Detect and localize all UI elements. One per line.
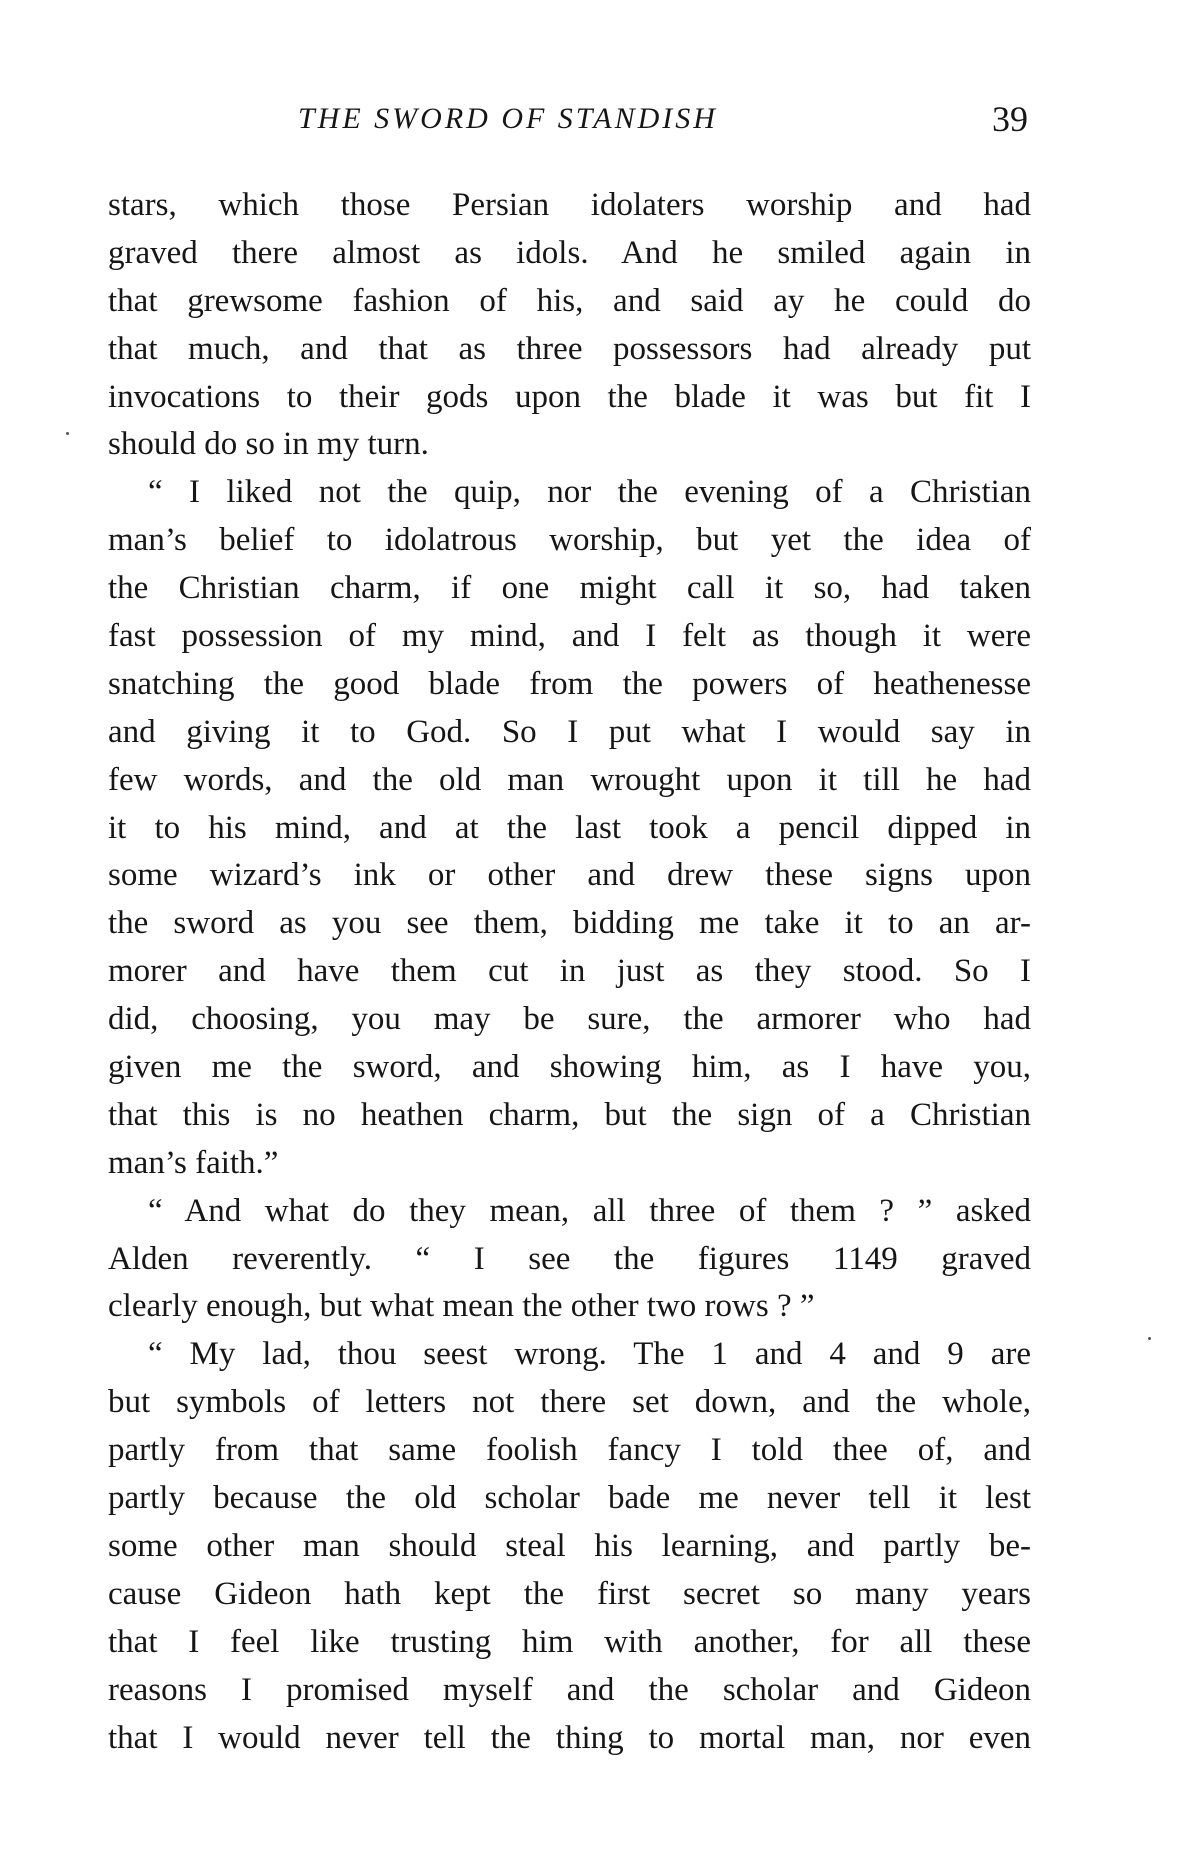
text-line: that grewsome fashion of his, and said ay he could do bbox=[108, 282, 1031, 319]
running-head bbox=[108, 98, 1028, 148]
text-line: partly from that same foolish fancy I told thee of, and bbox=[108, 1432, 1031, 1469]
scan-speck bbox=[1148, 1337, 1151, 1340]
text-line: it to his mind, and at the last took a pencil dipped in bbox=[108, 809, 1031, 846]
text-line: cause Gideon hath kept the first secret so many years bbox=[108, 1575, 1031, 1612]
text-line: and giving it to God. So I put what I would say in bbox=[108, 713, 1031, 750]
text-line: that much, and that as three possessors had already put bbox=[108, 330, 1031, 367]
text-line: snatching the good blade from the powers of heathenesse bbox=[108, 665, 1031, 702]
running-title: THE SWORD OF STANDISH bbox=[298, 102, 718, 135]
text-line: should do so in my turn. bbox=[108, 426, 429, 463]
text-line: “ My lad, thou seest wrong. The 1 and 4 and 9 are bbox=[148, 1336, 1031, 1373]
text-line: clearly enough, but what mean the other two rows ? ” bbox=[108, 1288, 815, 1325]
text-line: fast possession of my mind, and I felt as though it were bbox=[108, 618, 1031, 655]
text-line: graved there almost as idols. And he smiled again in bbox=[108, 234, 1031, 271]
text-line: “ And what do they mean, all three of them ? ” asked bbox=[148, 1192, 1031, 1229]
text-line: morer and have them cut in just as they stood. So I bbox=[108, 953, 1031, 990]
text-line: partly because the old scholar bade me never tell it lest bbox=[108, 1480, 1031, 1517]
text-line: man’s faith.” bbox=[108, 1144, 279, 1181]
text-line: “ I liked not the quip, nor the evening of a Christian bbox=[148, 474, 1031, 511]
text-line: that this is no heathen charm, but the sign of a Christian bbox=[108, 1096, 1031, 1133]
text-line: stars, which those Persian idolaters worship and had bbox=[108, 187, 1031, 223]
text-line: some other man should steal his learning, and partly be- bbox=[108, 1527, 1031, 1564]
text-line: that I would never tell the thing to mortal man, nor even bbox=[108, 1719, 1031, 1756]
text-line: few words, and the old man wrought upon it till he had bbox=[108, 761, 1031, 798]
text-line: invocations to their gods upon the blade it was but fit I bbox=[108, 378, 1031, 415]
text-line: but symbols of letters not there set down, and the whole, bbox=[108, 1384, 1031, 1421]
text-line: that I feel like trusting him with another, for all these bbox=[108, 1623, 1031, 1660]
text-line: the Christian charm, if one might call it so, had taken bbox=[108, 570, 1031, 607]
text-line: given me the sword, and showing him, as I have you, bbox=[108, 1049, 1031, 1086]
text-line: did, choosing, you may be sure, the armorer who had bbox=[108, 1001, 1031, 1038]
text-line: some wizard’s ink or other and drew these signs upon bbox=[108, 857, 1031, 894]
text-line: Alden reverently. “ I see the figures 1149 graved bbox=[108, 1240, 1031, 1277]
text-line: the sword as you see them, bidding me take it to an ar- bbox=[108, 905, 1031, 942]
body-text bbox=[108, 182, 1031, 1762]
page-number: 39 bbox=[992, 99, 1028, 139]
text-line: man’s belief to idolatrous worship, but yet the idea of bbox=[108, 522, 1031, 559]
text-line: reasons I promised myself and the scholar and Gideon bbox=[108, 1671, 1031, 1708]
scan-speck bbox=[66, 432, 69, 435]
